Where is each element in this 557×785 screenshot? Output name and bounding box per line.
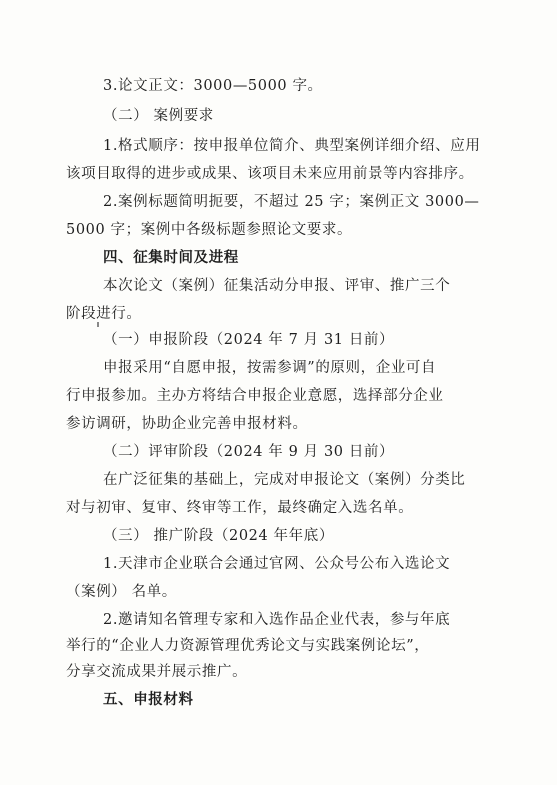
stage-one-heading: （一）申报阶段（2024 年 7 月 31 日前）	[103, 332, 395, 348]
paper-body-length: 3.论文正文：3000—5000 字。	[103, 78, 323, 94]
case-title-line1: 2.案例标题简明扼要，不超过 25 字；案例正文 3000—	[103, 194, 480, 210]
stage-three-item1-line2: （案例） 名单。	[66, 584, 177, 600]
section-four-heading: 四、征集时间及进程	[103, 249, 239, 266]
stage-three-item2-line3: 分享交流成果并展示推广。	[66, 664, 248, 680]
stages-intro-line2: 阶段进行。	[66, 306, 142, 322]
case-requirements-heading: （二） 案例要求	[103, 108, 214, 124]
stage-three-heading: （三） 推广阶段（2024 年年底）	[103, 528, 334, 544]
section-five-heading: 五、申报材料	[103, 691, 194, 708]
stage-one-line2: 行申报参加。主办方将结合申报企业意愿，选择部分企业	[66, 388, 444, 404]
stage-two-line2: 对与初审、复审、终审等工作，最终确定入选名单。	[66, 500, 414, 516]
format-order-line2: 该项目取得的进步或成果、该项目未来应用前景等内容排序。	[66, 166, 474, 182]
stage-three-item2-line2: 举行的“企业人力资源管理优秀论文与实践案例论坛”，	[66, 638, 430, 654]
stage-three-item1-line1: 1.天津市企业联合会通过官网、公众号公布入选论文	[103, 556, 451, 572]
stages-intro-line1: 本次论文（案例）征集活动分申报、评审、推广三个	[103, 278, 451, 294]
format-order-line1: 1.格式顺序：按申报单位简介、典型案例详细介绍、应用	[103, 138, 481, 154]
stage-three-item2-line1: 2.邀请知名管理专家和入选作品企业代表，参与年底	[103, 612, 451, 628]
stage-two-line1: 在广泛征集的基础上，完成对申报论文（案例）分类比	[103, 472, 466, 488]
case-title-line2: 5000 字；案例中各级标题参照论文要求。	[66, 222, 353, 238]
stage-two-heading: （二）评审阶段（2024 年 9 月 30 日前）	[103, 444, 395, 460]
ink-mark	[97, 322, 99, 327]
stage-one-line3: 参访调研，协助企业完善申报材料。	[66, 416, 308, 432]
stage-one-line1: 申报采用“自愿申报，按需参调”的原则，企业可自	[103, 360, 437, 376]
